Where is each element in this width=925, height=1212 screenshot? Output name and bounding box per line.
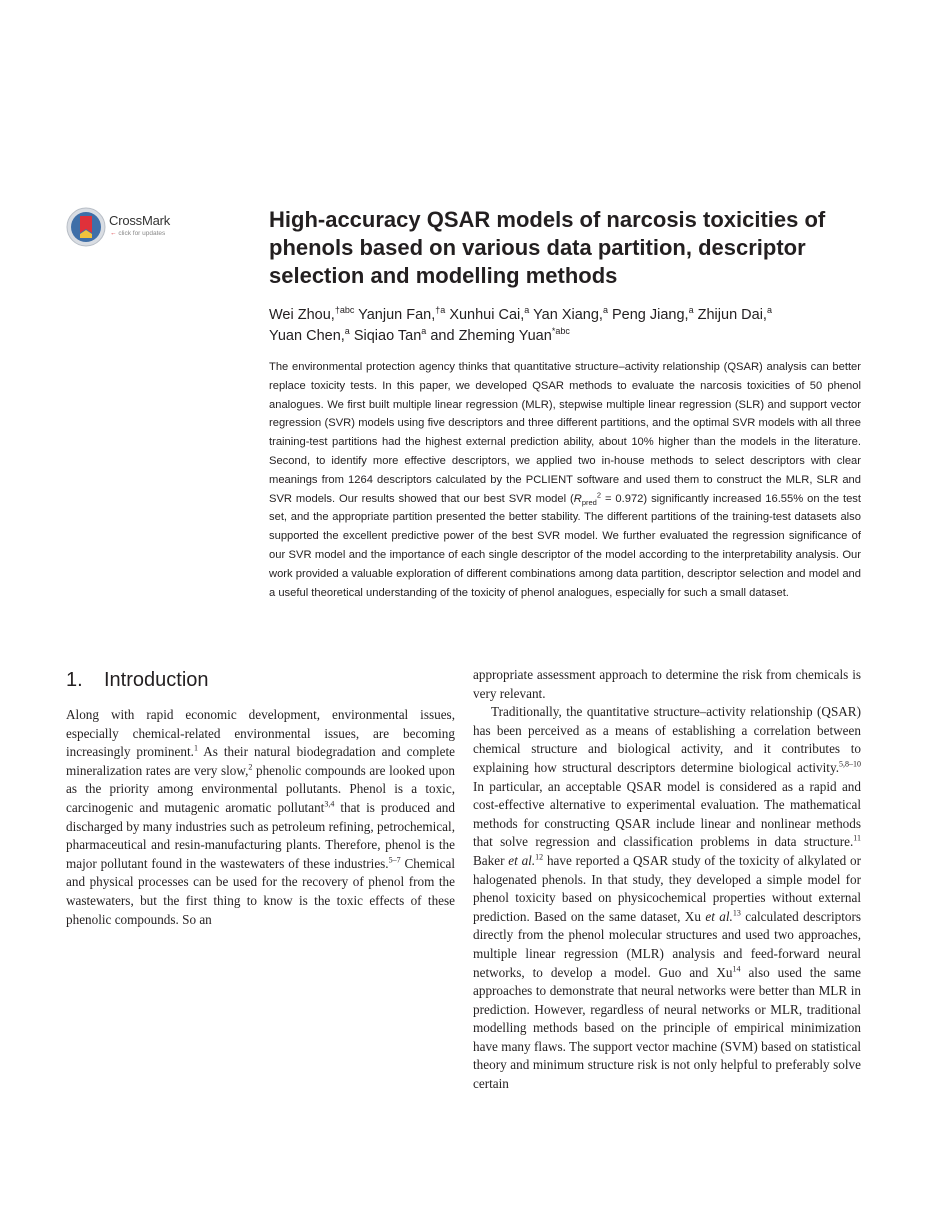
article-title: High-accuracy QSAR models of narcosis toxicities of phenols based on various data partition, descriptor selection and modelling methods xyxy=(269,207,826,288)
author[interactable]: Siqiao Tan$^a$ xyxy=(353,326,427,344)
right-column xyxy=(473,666,861,1094)
paragraph: Along with rapid economic development, environmental issues, especially chemical-related environmental issues, are becoming increasingly prominent.$^1$ As their natural biodegradation and complete mineralization rates are very slow,$^2$ phenolic compounds are looked upon as the priority among environmental pollutants. Phenol is a toxic, carcinogenic and mutagenic aromatic pollutant$^{3,4}$ that is produced and discharged by many industries such as petroleum refining, petrochemical, pharmaceutical and resin-manufacturing plants. Therefore, phenol is the major pollutant found in the wastewaters of these industries.$^{5-7}$ Chemical and physical processes can be used for the recovery of phenol from the wastewaters, but the first thing to know is the toxic effects of these phenolic compounds. So an xyxy=(66,707,455,927)
author[interactable]: Wei Zhou,$^{\dagger abc}$ xyxy=(269,305,355,323)
section-heading xyxy=(66,667,209,693)
citation[interactable]: 2 xyxy=(248,762,253,772)
citation[interactable]: 11 xyxy=(853,833,861,843)
citation[interactable]: 1 xyxy=(193,743,198,753)
left-column xyxy=(66,706,455,929)
citation[interactable]: 3,4 xyxy=(324,799,335,809)
citation[interactable]: 13 xyxy=(732,908,741,918)
author[interactable]: Yuan Chen,$^a$ xyxy=(269,326,350,344)
crossmark-arrow-icon: ← xyxy=(110,230,117,237)
citation[interactable]: 5–7 xyxy=(388,855,401,865)
section-number: 1. xyxy=(66,669,83,691)
crossmark-updates-link[interactable] xyxy=(110,230,165,237)
author-list xyxy=(269,305,869,347)
abstract: The environmental protection agency thinks that quantitative structure–activity relationship (QSAR) analysis can better replace toxicity tests. In this paper, we developed QSAR methods to evaluate the narcosis toxicities of 50 phenol analogues. We first built multiple linear regression (MLR), stepwise multiple linear regression (SLR) and support vector regression (SVR) models using five descriptors and three different partitions, and the optimal SVR models with all three training-test partitions had the highest external prediction ability, about 10% higher than the models in the literature. Second, to identify more effective descriptors, we applied two in-house methods to select descriptors with clear meanings from 1264 descriptors calculated by the PCLIENT software and used them to construct the MLR, SLR and SVR models. Our results showed that our best SVR model $(R_{pred}^2 = 0.972)$ significantly increased 16.55% on the test set, and the appropriate partition presented the better stability. The different partitions of the training-test datasets also supported the excellent predictive power of the best SVR model. We further evaluated the regression significance of our SVR model and the importance of each single descriptor of the model according to the interpretability analysis. Our work provided a valuable exploration of different combinations among data partition, descriptor selection and model and a useful theoretical understanding of the toxicity of phenol analogues, especially for such a small dataset. xyxy=(269,361,861,599)
crossmark-badge[interactable] xyxy=(66,207,186,249)
crossmark-updates-text: click for updates xyxy=(118,230,166,237)
crossmark-label: CrossMark xyxy=(109,213,171,228)
citation[interactable]: 5,8–10 xyxy=(839,759,861,769)
author[interactable]: Zhijun Dai,$^a$ xyxy=(697,305,772,323)
author[interactable]: Yan Xiang,$^a$ xyxy=(533,305,608,323)
citation[interactable]: 12 xyxy=(535,852,544,862)
author[interactable]: Peng Jiang,$^a$ xyxy=(612,305,694,323)
citation[interactable]: 14 xyxy=(732,964,741,974)
author[interactable]: Yanjun Fan,$^{\dagger a}$ xyxy=(358,305,446,323)
author[interactable]: Xunhui Cai,$^a$ xyxy=(449,305,530,323)
paragraph: appropriate assessment approach to determine the risk from chemicals is very relevant. xyxy=(473,667,861,701)
author[interactable]: and Zheming Yuan$^{*abc}$ xyxy=(430,326,570,344)
crossmark-logo-icon xyxy=(66,207,106,247)
paragraph: Traditionally, the quantitative structure–activity relationship (QSAR) has been perceived as a means of establishing a correlation between chemical structure and biological activity, and it contributes to explaining how structural descriptors determine biological activity.$^{5,8-10}$ In particular, an acceptable QSAR model is considered as a rapid and cost-effective alternative to experimental evaluation. The mathematical methods for constructing QSAR include linear and nonlinear methods that solve regression and classification problems in data structure.$^{11}$ Baker et al.$^{12}$ have reported a QSAR study of the toxicity of alkylated or halogenated phenols. In that study, they developed a simple model for phenol toxicity based on physicochemical properties without external prediction. Based on the same dataset, Xu et al.$^{13}$ calculated descriptors directly from the phenol molecular structures and used two approaches, multiple linear regression (MLR) analysis and feed-forward neural networks, to develop a model. Guo and Xu$^{14}$ also used the same approaches to demonstrate that neural networks were better than MLR in prediction. However, regardless of neural networks or MLR, traditional modelling methods based on the principle of empirical minimization have many flaws. The support vector machine (SVM) based on statistical theory and minimum structure risk is not only helpful to preferably solve certain xyxy=(473,704,861,1092)
section-title: Introduction xyxy=(104,669,209,691)
